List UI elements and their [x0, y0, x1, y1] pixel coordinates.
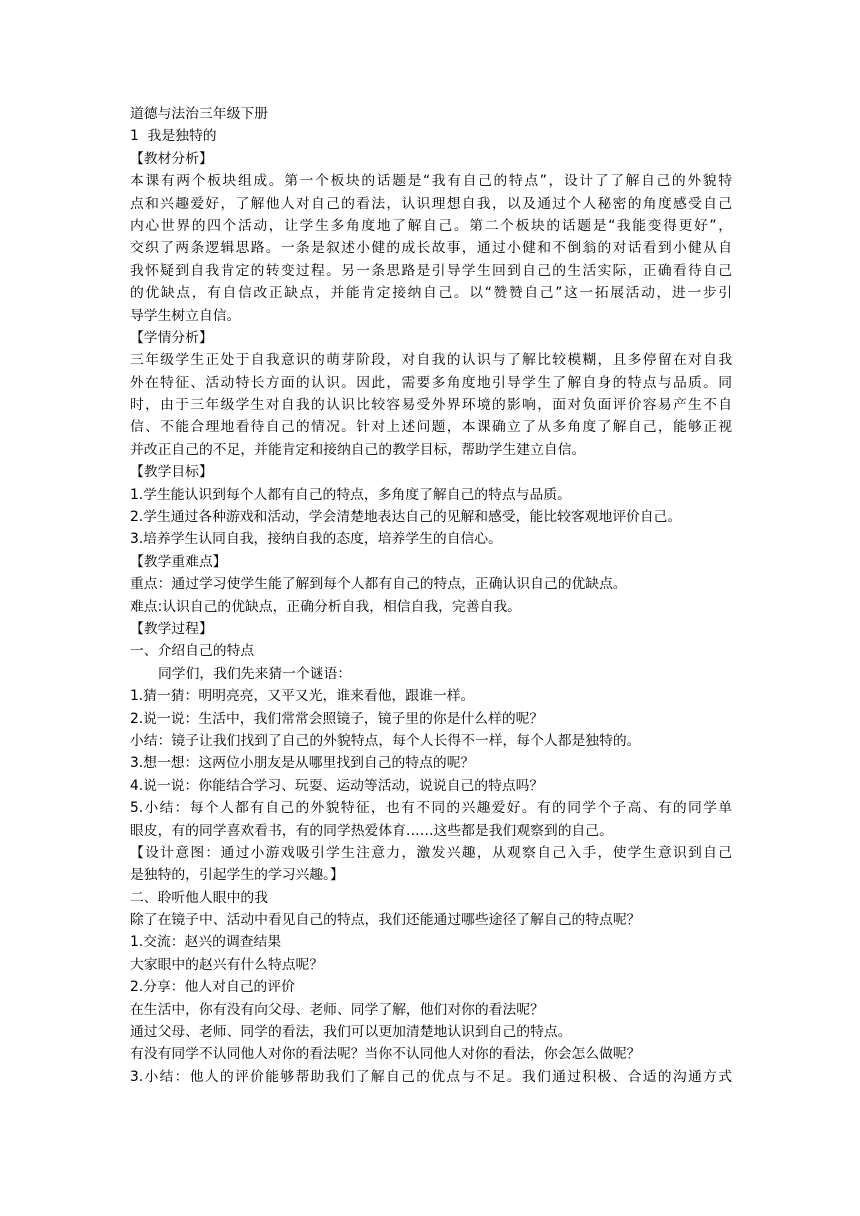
text-line: 2.说一说：生活中，我们常常会照镜子，镜子里的你是什么样的呢？ [130, 710, 544, 727]
text-line: 导学生树立自信。 [130, 307, 241, 324]
document-page [130, 103, 732, 1088]
text-line: 三年级学生正处于自我意识的萌芽阶段，对自我的认识与了解比较模糊，且多停留在对自我 [130, 352, 732, 369]
text-line: 二、聆听他人眼中的我 [130, 889, 268, 906]
text-line: 【教学过程】 [130, 620, 213, 637]
text-line: 小结：镜子让我们找到了自己的外貌特点，每个人长得不一样，每个人都是独特的。 [130, 732, 641, 749]
text-line: 道德与法治三年级下册 [130, 106, 268, 122]
text-line: 1.猜一猜：明明亮亮，又平又光，谁来看他，跟谁一样。 [130, 688, 475, 705]
text-line: 外在特征、活动特长方面的认识。因此，需要多角度地引导学生了解自身的特点与品质。同 [130, 374, 732, 391]
text-line: 【教学重难点】 [130, 553, 227, 570]
text-line: 本课有两个板块组成。第一个板块的话题是“我有自己的特点”，设计了了解自己的外貌特 [130, 173, 732, 190]
text-line: 眼皮，有的同学喜欢看书，有的同学热爱体育……这些都是我们观察到的自己。 [130, 822, 613, 839]
text-line: 1.学生能认识到每个人都有自己的特点，多角度了解自己的特点与品质。 [130, 486, 571, 503]
text-line: 我怀疑到自我肯定的转变过程。另一条思路是引导学生回到自己的生活实际，正确看待自己 [130, 262, 732, 279]
text-line: 5.小结：每个人都有自己的外貌特征，也有不同的兴趣爱好。有的同学个子高、有的同学单 [130, 800, 732, 817]
text-line: 并改正自己的不足，并能肯定和接纳自己的教学目标，帮助学生建立自信。 [130, 441, 586, 458]
text-line: 交织了两条逻辑思路。一条是叙述小健的成长故事，通过小健和不倒翁的对话看到小健从自 [130, 240, 732, 257]
text-line: 3.小结：他人的评价能够帮助我们了解自己的优点与不足。我们通过积极、合适的沟通方式 [130, 1068, 732, 1085]
text-line: 【学情分析】 [130, 329, 213, 346]
text-line: 3.想一想：这两位小朋友是从哪里找到自己的特点的呢？ [130, 755, 475, 772]
text-line: 在生活中，你有没有向父母、老师、同学了解，他们对你的看法呢？ [130, 1001, 544, 1018]
text-line: 同学们，我们先来猜一个谜语： [158, 665, 352, 682]
text-line: 难点:认识自己的优缺点，正确分析自我，相信自我，完善自我。 [130, 598, 521, 615]
text-line: 1 我是独特的 [130, 128, 217, 145]
text-line: 3.培养学生认同自我，接纳自我的态度，培养学生的自信心。 [130, 531, 502, 548]
text-line: 重点：通过学习使学生能了解到每个人都有自己的特点，正确认识自己的优缺点。 [130, 576, 627, 593]
text-line: 点和兴趣爱好，了解他人对自己的看法，认识理想自我，以及通过个人秘密的角度感受自己 [130, 195, 732, 212]
text-line: 大家眼中的赵兴有什么特点呢？ [130, 956, 324, 973]
text-line: 4.说一说：你能结合学习、玩耍、运动等活动，说说自己的特点吗？ [130, 777, 544, 794]
text-line: 有没有同学不认同他人对你的看法呢？当你不认同他人对你的看法，你会怎么做呢？ [130, 1046, 641, 1063]
text-line: 时，由于三年级学生对自我的认识比较容易受外界环境的影响，面对负面评价容易产生不自 [130, 397, 732, 414]
text-line: 通过父母、老师、同学的看法，我们可以更加清楚地认识到自己的特点。 [130, 1024, 572, 1041]
text-line: 1.交流：赵兴的调查结果 [130, 934, 282, 951]
text-line: 2.学生通过各种游戏和活动，学会清楚地表达自己的见解和感受，能比较客观地评价自己。 [130, 509, 682, 526]
text-line: 一、介绍自己的特点 [130, 643, 255, 660]
text-line: 2.分享：他人对自己的评价 [130, 979, 295, 996]
text-line: 除了在镜子中、活动中看见自己的特点，我们还能通过哪些途径了解自己的特点呢？ [130, 912, 641, 929]
text-line: 是独特的，引起学生的学习兴趣。】 [130, 867, 344, 884]
text-line: 信、不能合理地看待自己的情况。针对上述问题，本课确立了从多角度了解自己，能够正视 [130, 419, 732, 436]
text-line: 【设计意图：通过小游戏吸引学生注意力，激发兴趣，从观察自己入手，使学生意识到自己 [130, 844, 732, 861]
text-line: 【教学目标】 [130, 464, 213, 481]
text-line: 内心世界的四个活动，让学生多角度地了解自己。第二个板块的话题是“我能变得更好”， [130, 217, 732, 234]
text-line: 【教材分析】 [130, 150, 213, 167]
text-line: 的优缺点，有自信改正缺点，并能肯定接纳自己。以“赞赞自己”这一拓展活动，进一步引 [130, 285, 732, 302]
